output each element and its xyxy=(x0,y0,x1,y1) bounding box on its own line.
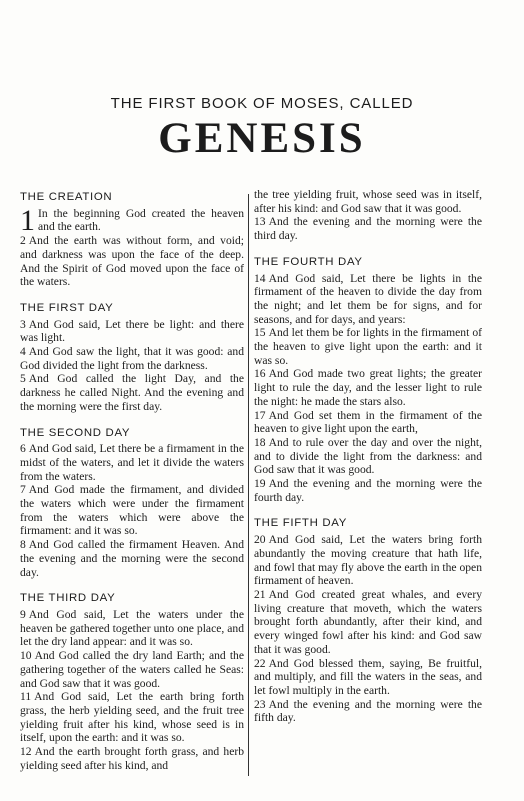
verse-text: And the earth brought forth grass, and herb yielding seed after his kind, and xyxy=(20,745,244,772)
verse-text: And God said, Let there be lights in the firmament of the heaven to divide the day from the night; and let them be for signs, and for seasons, and for days, and years: xyxy=(254,271,482,326)
verse xyxy=(254,698,482,725)
verse xyxy=(254,477,482,504)
verse-text: And the evening and the morning were the fourth day. xyxy=(254,477,482,504)
verse-continuation: the tree yielding fruit, whose seed was in itself, after his kind: and God saw that it was good. xyxy=(254,188,482,215)
book-title: GENESIS xyxy=(158,115,366,162)
section-heading: THE FIFTH DAY xyxy=(254,517,348,530)
verse-text: And God made the firmament, and divided the waters which were under the firmament from the waters which were above the firmament: and it was so. xyxy=(20,483,244,538)
verse-number: 5 xyxy=(20,372,26,386)
verse xyxy=(254,272,482,327)
chapter-dropcap: 1 xyxy=(20,203,35,237)
verse-text: And God called the firmament Heaven. And the evening and the morning were the second day. xyxy=(20,538,244,579)
verse xyxy=(20,372,244,413)
book-subtitle: THE FIRST BOOK OF MOSES, CALLED xyxy=(110,95,414,112)
verse xyxy=(254,409,482,436)
verse-text: And to rule over the day and over the night, and to divide the light from the darkness: and God saw that it was good. xyxy=(254,435,482,477)
verse-number: 20 xyxy=(254,533,266,547)
section-heading: THE FIRST DAY xyxy=(20,301,114,314)
right-column xyxy=(254,188,482,725)
verse-number: 19 xyxy=(254,477,266,491)
verse xyxy=(20,234,244,289)
verse-number: 6 xyxy=(20,442,26,456)
verse-text: And God said, Let the waters bring forth abundantly the moving creature that hath life, and fowl that may fly above the earth in the open firmament of heaven. xyxy=(254,533,482,588)
verse-text: And God called the dry land Earth; and the gathering together of the waters called he Seas: and God saw that it was good. xyxy=(20,649,244,690)
verse xyxy=(254,436,482,477)
verse xyxy=(20,690,244,745)
verse-text: And God said, Let the earth bring forth grass, the herb yielding seed, and the fruit tree yielding fruit after his kind, whose seed is in itself, upon the earth: and it was so. xyxy=(20,690,244,745)
verse-number: 17 xyxy=(254,408,266,422)
verse xyxy=(254,533,482,588)
verse-text: And God created great whales, and every living creature that moveth, which the waters brought forth abundantly, after their kind, and every winged fowl after his kind: and God saw that it was good. xyxy=(254,587,482,656)
verse-text: And God made two great lights; the greater light to rule the day, and the lesser light to rule the night: he made the stars also. xyxy=(254,367,482,408)
verse-number: 3 xyxy=(20,317,26,331)
verse xyxy=(20,483,244,538)
verse xyxy=(20,318,244,345)
verse-number: 11 xyxy=(20,690,32,704)
left-column xyxy=(20,191,244,772)
verse-number: 7 xyxy=(20,483,26,497)
verse-number: 23 xyxy=(254,697,266,711)
verse xyxy=(20,608,244,649)
section-heading: THE THIRD DAY xyxy=(20,592,116,605)
verse-number: 15 xyxy=(254,326,266,340)
verse-text: And God said, Let there be light: and there was light. xyxy=(20,317,244,345)
verse-number: 13 xyxy=(254,215,266,229)
verse-number: 10 xyxy=(20,649,32,663)
verse-text: And let them be for lights in the firmament of the heaven to give light upon the earth: and it was so. xyxy=(254,326,482,367)
verse-number: 21 xyxy=(254,587,266,601)
verse-text: In the beginning God created the heaven and the earth. xyxy=(38,206,244,234)
section-heading: THE CREATION xyxy=(20,191,113,203)
verse-text: And God called the light Day, and the darkness he called Night. And the evening and the morning were the first day. xyxy=(20,372,244,413)
verse xyxy=(254,657,482,698)
verse-text: And God saw the light, that it was good: and God divided the light from the darkness. xyxy=(20,345,244,372)
verse xyxy=(20,649,244,690)
verse-text: And the earth was without form, and void; and darkness was upon the face of the deep. And the Spirit of God moved upon the face of the waters. xyxy=(20,234,244,289)
section-heading: THE SECOND DAY xyxy=(20,426,131,439)
verse-text: And the evening and the morning were the third day. xyxy=(254,215,482,243)
verse-number: 2 xyxy=(20,234,26,248)
verse xyxy=(20,203,244,237)
verse-text: And the evening and the morning were the fifth day. xyxy=(254,697,482,725)
verse-number: 8 xyxy=(20,538,26,552)
verse-number: 12 xyxy=(20,745,32,759)
verse xyxy=(20,345,244,372)
verse-number: 4 xyxy=(20,345,26,359)
verse xyxy=(254,326,482,367)
verse-text: And God said, Let the waters under the heaven be gathered together unto one place, and let the dry land appear: and it was so. xyxy=(20,607,244,649)
verse-number: 16 xyxy=(254,367,266,381)
verse-text: And God said, Let there be a firmament in the midst of the waters, and let it divide the waters from the waters. xyxy=(20,442,244,483)
section-heading: THE FOURTH DAY xyxy=(254,255,363,268)
verse xyxy=(20,538,244,579)
column-divider xyxy=(248,194,249,776)
verse-text: And God blessed them, saying, Be fruitful, and multiply, and fill the waters in the seas, and let fowl multiply in the earth. xyxy=(254,656,482,697)
verse-number: 18 xyxy=(254,435,266,449)
verse-text: And God set them in the firmament of the heaven to give light upon the earth, xyxy=(254,408,482,436)
verse-number: 9 xyxy=(20,607,26,621)
verse xyxy=(20,442,244,483)
verse xyxy=(254,215,482,242)
verse xyxy=(254,588,482,657)
verse xyxy=(254,367,482,408)
verse-number: 14 xyxy=(254,271,266,285)
verse-number: 22 xyxy=(254,656,266,670)
verse xyxy=(20,745,244,772)
